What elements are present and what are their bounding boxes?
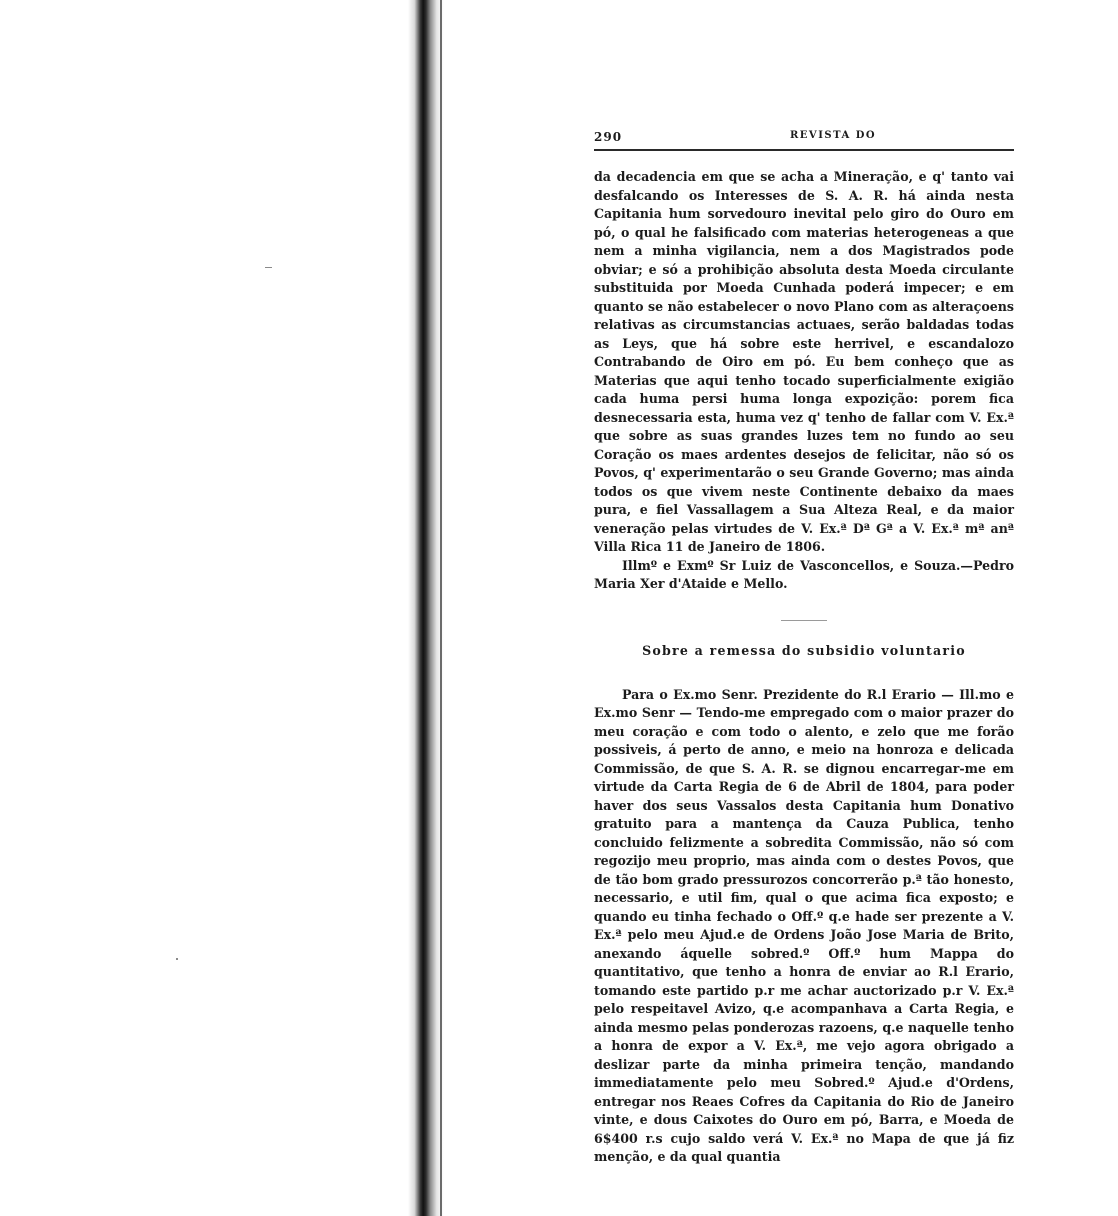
header-rule bbox=[594, 149, 1014, 151]
page-number: 290 bbox=[594, 130, 623, 144]
book-page bbox=[594, 126, 1014, 1167]
running-head bbox=[594, 126, 1014, 148]
paper-speck bbox=[176, 958, 178, 960]
running-title: REVISTA DO bbox=[790, 130, 877, 141]
letter-signature: Illmº e Exmº Sr Luiz de Vasconcellos, e Souza.—Pedro Maria Xer d'Ataide e Mello. bbox=[594, 557, 1014, 591]
letter-paragraph: Para o Ex.mo Senr. Prezidente do R.l Erario — Ill.mo e Ex.mo Senr — Tendo-me empregado com o maior prazer do meu coração e com todo o alento, e zelo que me forão possiveis, á perto de anno, e meio na honroza e delicada Commissão, de que S. A. R. se dignou encarregar-me em virtude da Carta Regia de 6 de Abril de 1804, para poder haver dos seus Vassalos desta Capitania hum Donativo gratuito para a mantença da Cauza Publica, tenho concluido felizmente a sobredita Commissão, não só com regozijo meu proprio, mas ainda com o destes Povos, que de tão bom grado pressurozos concorrerão p.ª tão honesto, necessario, e util fim, qual o que acima fica exposto; e quando eu tinha fechado o Off.º q.e hade ser prezente a V. Ex.ª pelo meu Ajud.e de Ordens João Jose Maria de Brito, anexando áquelle sobred.º Off.º hum Mappa do quantitativo, que tenho a honra de enviar ao R.l Erario, tomando este partido p.r me achar auctorizado p.r V. Ex.ª pelo respeitavel Avizo, q.e acompanhava a Carta Regia, e ainda mesmo pelas ponderozas razoens, q.e naquelle tenho a honra de expor a V. Ex.ª, me vejo agora obrigado a deslizar parte da minha primeira tenção, mandando immediatamente pelo meu Sobred.º Ajud.e d'Ordens, entregar nos Reaes Cofres da Capitania do Rio de Janeiro vinte, e dous Caixotes do Ouro em pó, Barra, e Moeda de 6$400 r.s cujo saldo verá V. Ex.ª no Mapa de que já fiz menção, e da qual quantia bbox=[594, 686, 1014, 1164]
letter-paragraph: da decadencia em que se acha a Mineração, e q' tanto vai desfalcando os Interesses de S. A. R. há ainda nesta Capitania hum sorvedouro inevital pelo giro do Ouro em pó, o qual he falsificado com materias heterogeneas a que nem a minha vigilancia, nem a dos Magistrados pode obviar; e só a prohibição absoluta desta Moeda circulante substituida por Moeda Cunhada poderá impecer; e em quanto se não estabelecer o novo Plano com as alteraçoens relativas as circumstancias actuaes, serão baldadas todas as Leys, que há sobre este herrivel, e escandalozo Contrabando de Oiro em pó. Eu bem conheço que as Materias que aqui tenho tocado superficialmente exigião cada huma persi huma longa expozição: porem fica desnecessaria esta, huma vez q' tenho de fallar com V. Ex.ª que sobre as suas grandes luzes tem no fundo ao seu Coração os maes ardentes desejos de felicitar, não só os Povos, q' experimentarão o seu Grande Governo; mas ainda todos os que vivem neste Continente debaixo da maes pura, e fiel Vassallagem a Sua Alteza Real, e da maior veneração pelas virtudes de V. Ex.ª Dª Gª a V. Ex.ª mª anª Villa Rica 11 de Janeiro de 1806. bbox=[594, 169, 1014, 554]
book-gutter-shadow bbox=[408, 0, 444, 1216]
section-title: Sobre a remessa do subsidio voluntario bbox=[642, 642, 966, 658]
book-gutter-line bbox=[440, 0, 442, 1216]
paper-speck bbox=[265, 267, 272, 268]
section-divider bbox=[781, 620, 827, 621]
